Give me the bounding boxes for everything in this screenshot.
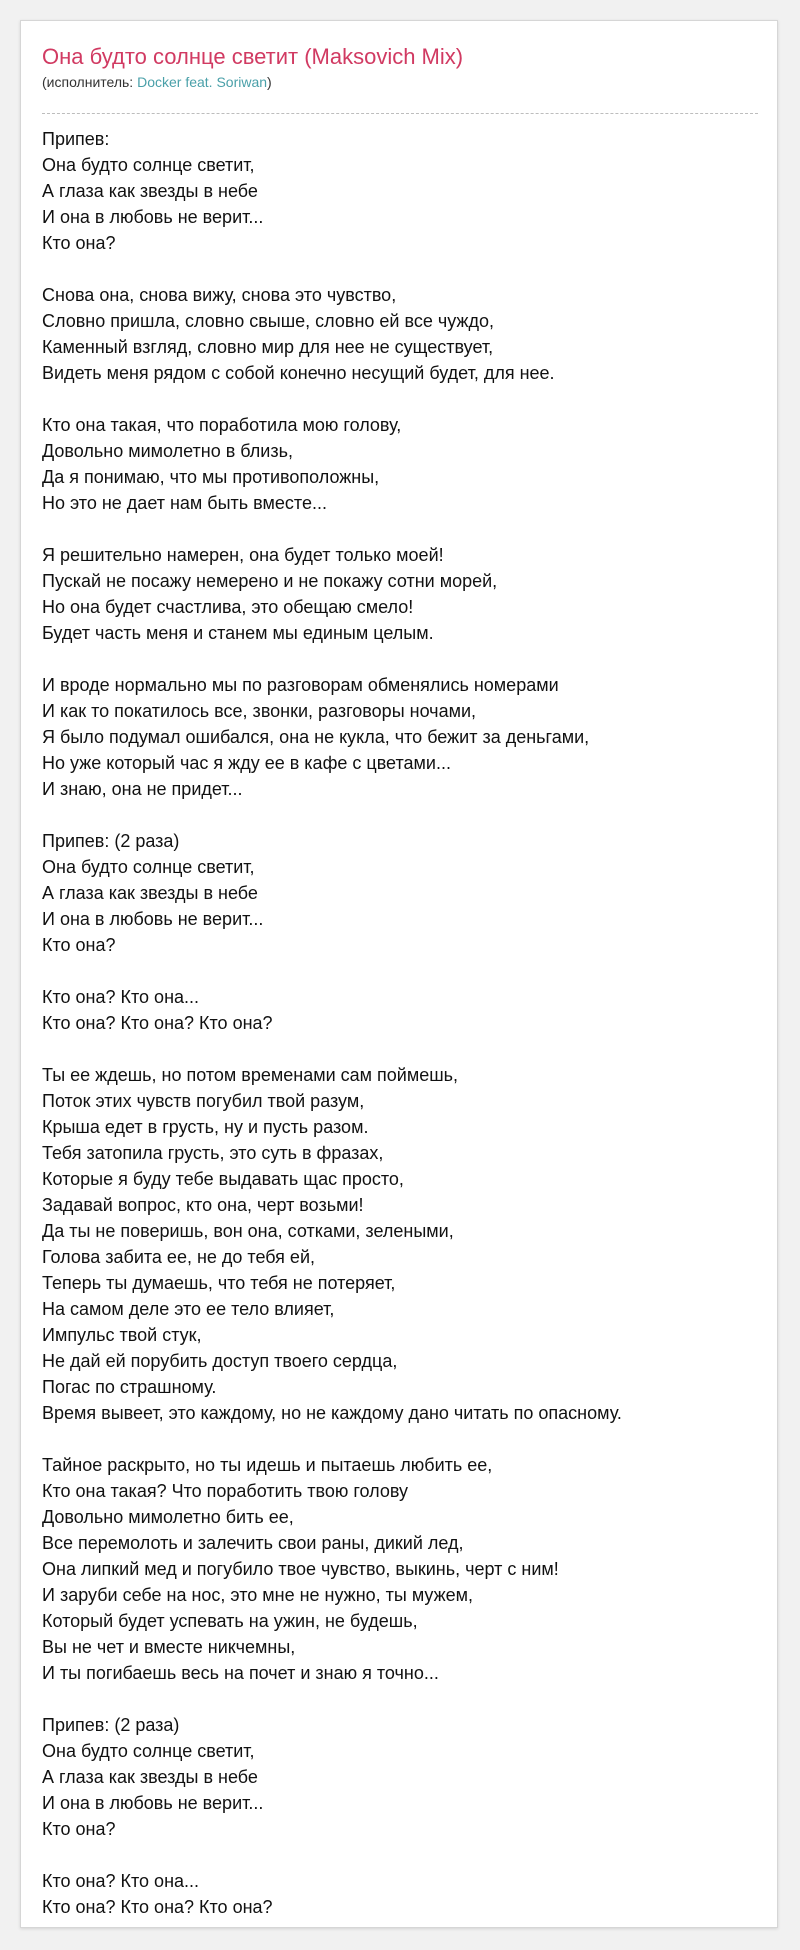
stanza-break	[42, 256, 762, 282]
lyric-line: Но она будет счастлива, это обещаю смело!	[42, 597, 414, 617]
lyric-line: Припев: (2 раза)	[42, 831, 180, 851]
lyric-line: А глаза как звезды в небе	[42, 1767, 258, 1787]
lyric-line: Кто она такая? Что поработить твою голову	[42, 1481, 409, 1501]
lyric-line: Словно пришла, словно свыше, словно ей все чуждо,	[42, 311, 494, 331]
lyric-line: Да ты не поверишь, вон она, сотками, зелеными,	[42, 1221, 454, 1241]
lyric-line: Припев: (2 раза)	[42, 1715, 180, 1735]
lyric-line: И вроде нормально мы по разговорам обменялись номерами	[42, 675, 559, 695]
lyric-line: Время вывеет, это каждому, но не каждому дано читать по опасному.	[42, 1403, 622, 1423]
lyric-line: Снова она, снова вижу, снова это чувство,	[42, 285, 397, 305]
lyric-line: Она липкий мед и погубило твое чувство, выкинь, черт с ним!	[42, 1559, 559, 1579]
lyric-line: Пускай не посажу немерено и не покажу сотни морей,	[42, 571, 498, 591]
stanza-break	[42, 646, 762, 672]
lyric-line: Теперь ты думаешь, что тебя не потеряет,	[42, 1273, 396, 1293]
lyric-line: Крыша едет в грусть, ну и пусть разом.	[42, 1117, 369, 1137]
lyric-line: Она будто солнце светит,	[42, 1741, 255, 1761]
lyric-line: А глаза как звезды в небе	[42, 883, 258, 903]
lyric-line: Не дай ей порубить доступ твоего сердца,	[42, 1351, 398, 1371]
artist-suffix: )	[267, 74, 272, 90]
lyric-line: Она будто солнце светит,	[42, 155, 255, 175]
artist-prefix: (исполнитель:	[42, 74, 138, 90]
lyric-line: И как то покатилось все, звонки, разговоры ночами,	[42, 701, 477, 721]
lyric-line: Вы не чет и вместе никчемны,	[42, 1637, 296, 1657]
lyric-line: Да я понимаю, что мы противоположны,	[42, 467, 380, 487]
song-title: Она будто солнце светит (Maksovich Mix)	[42, 44, 464, 69]
lyric-line: Кто она? Кто она? Кто она?	[42, 1897, 273, 1917]
lyric-line: На самом деле это ее тело влияет,	[42, 1299, 335, 1319]
lyric-line: Поток этих чувств погубил твой разум,	[42, 1091, 365, 1111]
lyric-line: Довольно мимолетно бить ее,	[42, 1507, 294, 1527]
lyric-line: Задавай вопрос, кто она, черт возьми!	[42, 1195, 364, 1215]
lyric-line: Кто она?	[42, 1819, 116, 1839]
stanza-break	[42, 386, 762, 412]
lyric-line: А глаза как звезды в небе	[42, 181, 258, 201]
lyric-line: Ты ее ждешь, но потом временами сам поймешь,	[42, 1065, 459, 1085]
artist-line	[42, 73, 762, 91]
lyric-line: Но это не дает нам быть вместе...	[42, 493, 327, 513]
stanza-break	[42, 1842, 762, 1868]
song-header	[42, 43, 762, 91]
lyric-line: Все перемолоть и залечить свои раны, дикий лед,	[42, 1533, 464, 1553]
lyrics-body	[42, 126, 762, 1920]
lyric-line: Каменный взгляд, словно мир для нее не существует,	[42, 337, 494, 357]
stanza-break	[42, 1686, 762, 1712]
lyric-line: И ты погибаешь весь на почет и знаю я точно...	[42, 1663, 439, 1683]
lyric-line: Кто она? Кто она...	[42, 987, 200, 1007]
lyric-line: Кто она такая, что поработила мою голову,	[42, 415, 402, 435]
lyric-line: Довольно мимолетно в близь,	[42, 441, 293, 461]
lyric-line: Но уже который час я жду ее в кафе с цветами...	[42, 753, 451, 773]
stanza-break	[42, 1426, 762, 1452]
lyric-line: Видеть меня рядом с собой конечно несущий будет, для нее.	[42, 363, 555, 383]
header-divider	[42, 113, 758, 114]
lyric-line: Она будто солнце светит,	[42, 857, 255, 877]
lyric-line: Погас по страшному.	[42, 1377, 217, 1397]
lyric-line: Кто она? Кто она...	[42, 1871, 200, 1891]
lyric-line: Которые я буду тебе выдавать щас просто,	[42, 1169, 404, 1189]
lyric-line: Который будет успевать на ужин, не будешь,	[42, 1611, 418, 1631]
lyric-line: Кто она? Кто она? Кто она?	[42, 1013, 273, 1033]
lyric-line: Импульс твой стук,	[42, 1325, 202, 1345]
lyric-line: Я было подумал ошибался, она не кукла, что бежит за деньгами,	[42, 727, 590, 747]
lyric-line: Будет часть меня и станем мы единым целым.	[42, 623, 434, 643]
lyric-line: Я решительно намерен, она будет только моей!	[42, 545, 444, 565]
lyric-line: И она в любовь не верит...	[42, 1793, 264, 1813]
lyric-line: Тайное раскрыто, но ты идешь и пытаешь любить ее,	[42, 1455, 493, 1475]
stanza-break	[42, 958, 762, 984]
lyric-line: Припев:	[42, 129, 110, 149]
stanza-break	[42, 802, 762, 828]
stanza-break	[42, 1036, 762, 1062]
lyric-line: И заруби себе на нос, это мне не нужно, ты мужем,	[42, 1585, 474, 1605]
lyric-line: Кто она?	[42, 935, 116, 955]
lyric-line: И она в любовь не верит...	[42, 207, 264, 227]
stanza-break	[42, 516, 762, 542]
artist-link[interactable]: Docker feat. Soriwan	[137, 74, 268, 90]
lyric-line: Тебя затопила грусть, это суть в фразах,	[42, 1143, 384, 1163]
lyric-line: Кто она?	[42, 233, 116, 253]
lyric-line: И знаю, она не придет...	[42, 779, 243, 799]
lyrics-card	[20, 20, 778, 1928]
lyric-line: И она в любовь не верит...	[42, 909, 264, 929]
lyric-line: Голова забита ее, не до тебя ей,	[42, 1247, 315, 1267]
